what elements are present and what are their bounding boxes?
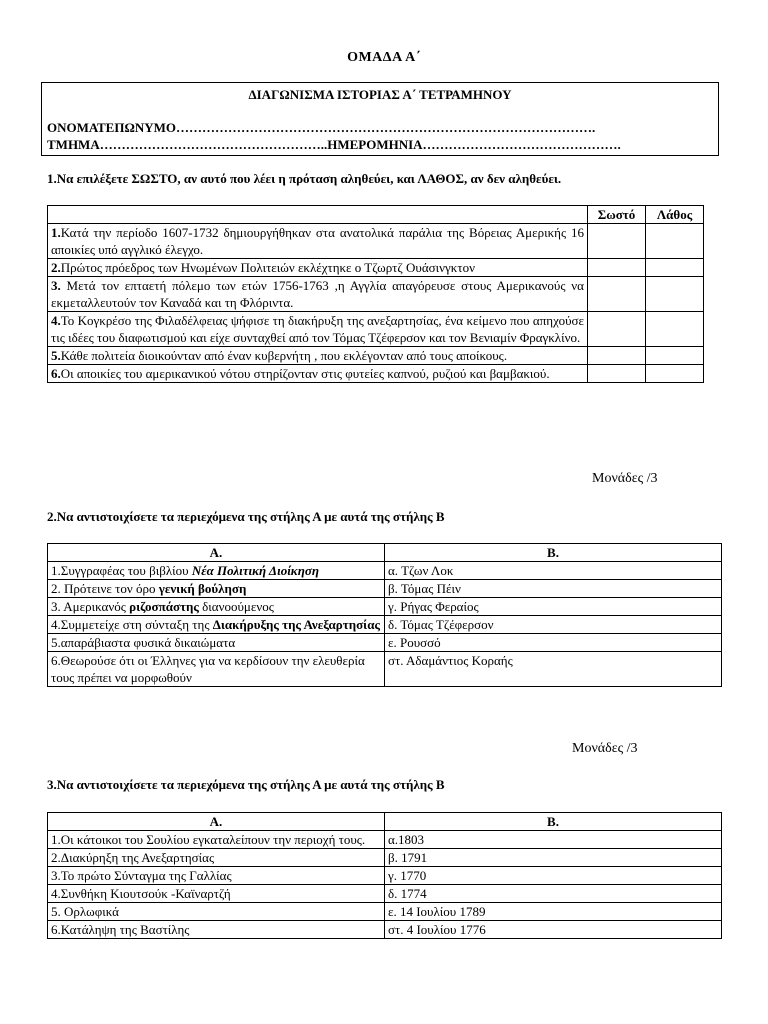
answer-correct-cell[interactable]	[588, 277, 646, 312]
column-b-cell: γ. Ρήγας Φεραίος	[385, 598, 722, 616]
class-field[interactable]: ΤΜΗΜΑ……………………………………………..	[47, 137, 328, 152]
exam-header-box	[41, 82, 719, 156]
q1-units: Μονάδες /3	[592, 471, 658, 486]
table-row	[48, 903, 722, 921]
col-header-wrong: Λάθος	[646, 206, 704, 224]
name-line[interactable]: ΟΝΟΜΑΤΕΠΩΝΥΜΟ…………………………………………………………………………………….	[47, 120, 596, 135]
table-header-row	[48, 206, 704, 224]
table-row	[48, 616, 722, 634]
column-a-cell: 4.Συμμετείχε στη σύνταξη της Διακήρυξης της Ανεξαρτησίας	[48, 616, 385, 634]
statement-cell: 3. Μετά τον επταετή πόλεμο των ετών 1756-1763 ,η Αγγλία απαγόρευσε στους Αμερικανούς να εκμεταλλευτούν τον Καναδά και τη Φλόριντα.	[48, 277, 588, 312]
answer-correct-cell[interactable]	[588, 312, 646, 347]
col-header-b: Β.	[385, 813, 722, 831]
answer-wrong-cell[interactable]	[646, 347, 704, 365]
column-b-cell: β. Τόμας Πέιν	[385, 580, 722, 598]
table-row	[48, 652, 722, 687]
true-false-table	[47, 205, 704, 383]
group-title: ΟΜΑΔΑ Α΄	[347, 50, 421, 65]
table-row	[48, 885, 722, 903]
column-b-cell: στ. 4 Ιουλίου 1776	[385, 921, 722, 939]
table-row	[48, 365, 704, 383]
answer-wrong-cell[interactable]	[646, 224, 704, 259]
table-row	[48, 849, 722, 867]
matching-table-1	[47, 543, 722, 687]
answer-correct-cell[interactable]	[588, 365, 646, 383]
table-row	[48, 562, 722, 580]
table-row	[48, 580, 722, 598]
table-row	[48, 598, 722, 616]
col-header-b: Β.	[385, 544, 722, 562]
column-a-cell: 1.Οι κάτοικοι του Σουλίου εγκαταλείπουν την περιοχή τους.	[48, 831, 385, 849]
table-row	[48, 277, 704, 312]
statement-cell: 6.Οι αποικίες του αμερικανικού νότου στηρίζονταν στις φυτείες καπνού, ρυζιού και βαμβακιού.	[48, 365, 588, 383]
column-b-cell: στ. Αδαμάντιος Κοραής	[385, 652, 722, 687]
column-b-cell: γ. 1770	[385, 867, 722, 885]
statement-cell: 2.Πρώτος πρόεδρος των Ηνωμένων Πολιτειών εκλέχτηκε ο Τζωρτζ Ουάσινγκτον	[48, 259, 588, 277]
col-header-a: Α.	[48, 544, 385, 562]
answer-correct-cell[interactable]	[588, 224, 646, 259]
question-3-title: 3.Να αντιστοιχίσετε τα περιεχόμενα της στήλης Α με αυτά της στήλης Β	[47, 777, 445, 792]
class-date-line	[47, 137, 621, 153]
blank-header-cell	[48, 206, 588, 224]
column-a-cell: 5.απαράβιαστα φυσικά δικαιώματα	[48, 634, 385, 652]
answer-wrong-cell[interactable]	[646, 277, 704, 312]
exam-title: ΔΙΑΓΩΝΙΣΜΑ ΙΣΤΟΡΙΑΣ Α΄ ΤΕΤΡΑΜΗΝΟΥ	[248, 87, 512, 102]
column-b-cell: α. Τζων Λοκ	[385, 562, 722, 580]
statement-cell: 5.Κάθε πολιτεία διοικούνταν από έναν κυβερνήτη , που εκλέγονταν από τους αποίκους.	[48, 347, 588, 365]
question-2-title: 2.Να αντιστοιχίσετε τα περιεχόμενα της στήλης Α με αυτά της στήλης Β	[47, 509, 445, 524]
column-a-cell: 3.Το πρώτο Σύνταγμα της Γαλλίας	[48, 867, 385, 885]
table-header-row	[48, 544, 722, 562]
answer-correct-cell[interactable]	[588, 259, 646, 277]
col-header-a: Α.	[48, 813, 385, 831]
column-a-cell: 6.Κατάληψη της Βαστίλης	[48, 921, 385, 939]
column-b-cell: ε. Ρουσσό	[385, 634, 722, 652]
column-a-cell: 3. Αμερικανός ριζοσπάστης διανοούμενος	[48, 598, 385, 616]
table-row	[48, 867, 722, 885]
col-header-correct: Σωστό	[588, 206, 646, 224]
column-b-cell: β. 1791	[385, 849, 722, 867]
column-b-cell: ε. 14 Ιουλίου 1789	[385, 903, 722, 921]
column-b-cell: δ. Τόμας Τζέφερσον	[385, 616, 722, 634]
column-a-cell: 4.Συνθήκη Κιουτσούκ -Καϊναρτζή	[48, 885, 385, 903]
column-a-cell: 5. Ορλωφικά	[48, 903, 385, 921]
matching-table-2	[47, 812, 722, 939]
q2-units: Μονάδες /3	[572, 741, 638, 756]
column-b-cell: α.1803	[385, 831, 722, 849]
table-row	[48, 921, 722, 939]
statement-cell: 1.Κατά την περίοδο 1607-1732 δημιουργήθηκαν στα ανατολικά παράλια της Βόρειας Αμερικής 16 αποικίες υπό αγγλικό έλεγχο.	[48, 224, 588, 259]
date-field[interactable]: ΗΜΕΡΟΜΗΝΙΑ……………………………………….	[327, 137, 621, 152]
answer-wrong-cell[interactable]	[646, 365, 704, 383]
column-a-cell: 6.Θεωρούσε ότι οι Έλληνες για να κερδίσουν την ελευθερία τους πρέπει να μορφωθούν	[48, 652, 385, 687]
question-1-title: 1.Να επιλέξετε ΣΩΣΤΟ, αν αυτό που λέει η πρόταση αληθεύει, και ΛΑΘΟΣ, αν δεν αληθεύει.	[47, 171, 562, 186]
answer-correct-cell[interactable]	[588, 347, 646, 365]
column-a-cell: 1.Συγγραφέας του βιβλίου Νέα Πολιτική Διοίκηση	[48, 562, 385, 580]
answer-wrong-cell[interactable]	[646, 259, 704, 277]
table-row	[48, 347, 704, 365]
table-row	[48, 634, 722, 652]
statement-cell: 4.Το Κογκρέσο της Φιλαδέλφειας ψήφισε τη διακήρυξη της ανεξαρτησίας, ένα κείμενο που απηχούσε τις ιδέες του διαφωτισμού και είχε συνταχθεί από τον Τόμας Τζέφερσον και τον Βενιαμίν Φραγκλίνο.	[48, 312, 588, 347]
table-row	[48, 312, 704, 347]
answer-wrong-cell[interactable]	[646, 312, 704, 347]
table-row	[48, 259, 704, 277]
column-b-cell: δ. 1774	[385, 885, 722, 903]
column-a-cell: 2.Διακύρηξη της Ανεξαρτησίας	[48, 849, 385, 867]
table-row	[48, 831, 722, 849]
column-a-cell: 2. Πρότεινε τον όρο γενική βούληση	[48, 580, 385, 598]
table-row	[48, 224, 704, 259]
table-header-row	[48, 813, 722, 831]
